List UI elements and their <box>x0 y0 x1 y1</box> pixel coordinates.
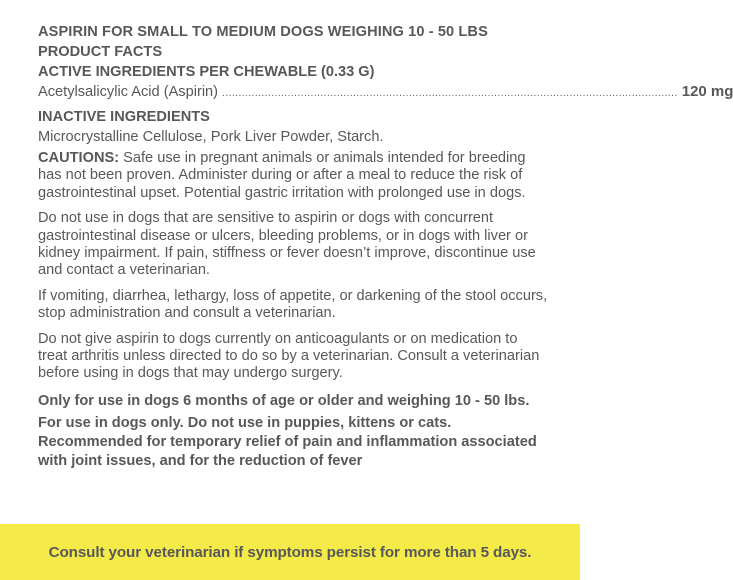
product-facts-heading: PRODUCT FACTS <box>38 44 163 60</box>
dogs-only-notice: For use in dogs only. Do not use in puppies, kittens or cats. <box>38 414 452 431</box>
age-weight-notice: Only for use in dogs 6 months of age or older and weighing 10 - 50 lbs. <box>38 392 530 409</box>
cautions-paragraph <box>38 150 548 202</box>
cautions-label: CAUTIONS: <box>38 150 120 166</box>
recommendation-text: Recommended for temporary relief of pain and inflammation associated with joint issues, and for the reduction of fever <box>38 433 537 469</box>
active-ingredient-name: Acetylsalicylic Acid (Aspirin) <box>38 84 219 100</box>
inactive-ingredients-heading: INACTIVE INGREDIENTS <box>38 109 210 125</box>
anticoagulant-warning: Do not give aspirin to dogs currently on anticoagulants or on medication to treat arthritis unless directed to do so by a veterinarian. Consult a veterinarian before using in dogs that may undergo surgery. <box>38 330 540 382</box>
footer-warning-band <box>0 524 580 580</box>
sensitivity-warning: Do not use in dogs that are sensitive to aspirin or dogs with concurrent gastrointestinal disease or ulcers, bleeding problems, or in dogs with liver or kidney impairment. If pain, stiffness or fever doesn’t improve, discontinue use and contact a veterinarian. <box>38 210 536 279</box>
vomiting-warning: If vomiting, diarrhea, lethargy, loss of appetite, or darkening of the stool occurs, stop administration and consult a veterinarian. <box>38 287 548 322</box>
active-ingredients-heading: ACTIVE INGREDIENTS PER CHEWABLE (0.33 G) <box>38 64 375 80</box>
cautions-text: Safe use in pregnant animals or animals intended for breeding has not been proven. Administer during or after a meal to reduce the risk of gastrointestinal upset. Potential gastric irritation with prolonged use in dogs. <box>38 150 526 201</box>
inactive-ingredients-list: Microcrystalline Cellulose, Pork Liver Powder, Starch. <box>38 129 384 145</box>
footer-warning-text: Consult your veterinarian if symptoms persist for more than 5 days. <box>48 543 532 561</box>
active-ingredient-row <box>38 82 733 104</box>
dot-leader: ........................................................................................................................................... <box>222 88 678 99</box>
product-facts-panel <box>38 22 733 471</box>
active-ingredient-amount: 120 mg <box>681 83 733 100</box>
product-title: ASPIRIN FOR SMALL TO MEDIUM DOGS WEIGHING 10 - 50 LBS <box>38 24 488 40</box>
